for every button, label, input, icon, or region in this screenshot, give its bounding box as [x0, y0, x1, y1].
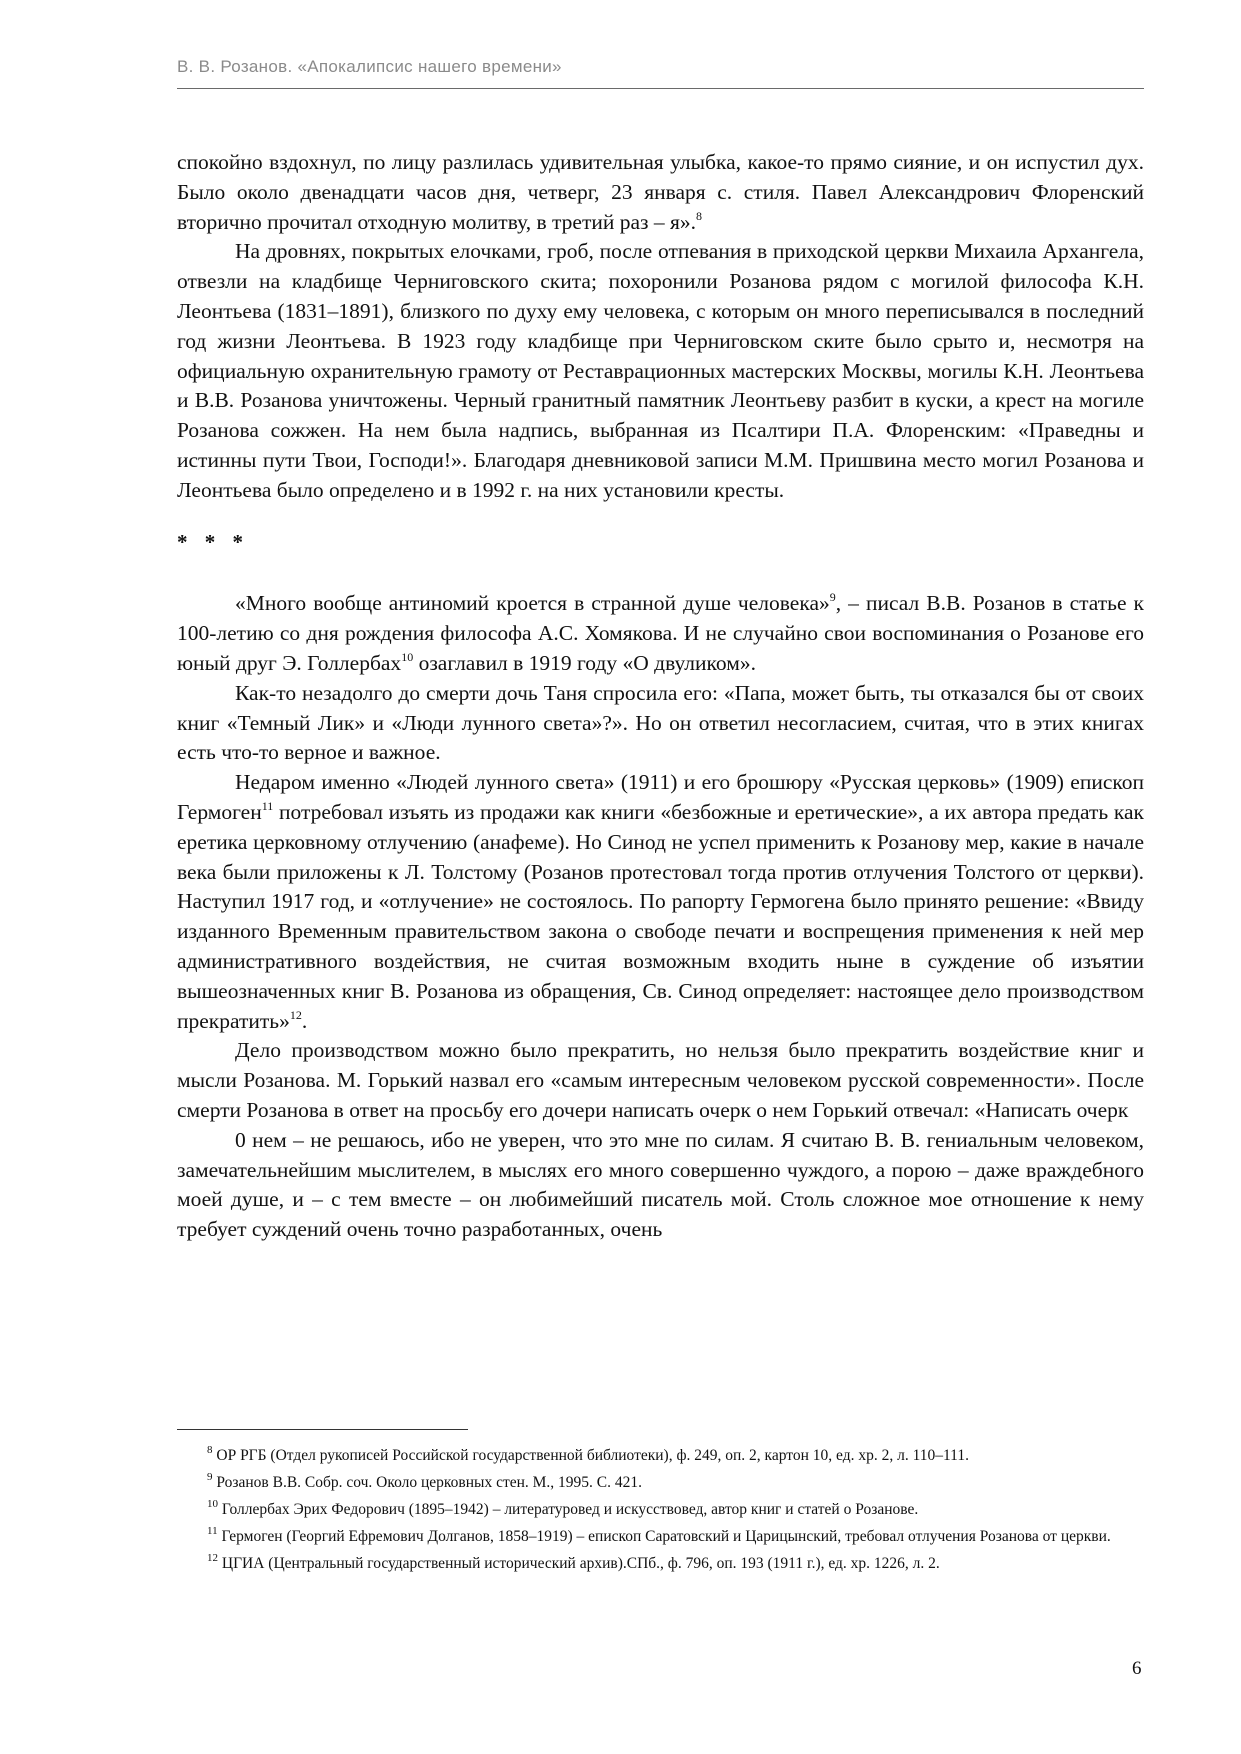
- footnote-12: [177, 1553, 1144, 1574]
- paragraph-3-text-a: «Много вообще антиномий кроется в странной душе человека»: [235, 591, 830, 616]
- paragraph-5-text-b: потребовал изъять из продажи как книги «безбожные и еретические», а их автора предать как еретика церковному отлучению (анафеме). Но Синод не успел применить к Розанову мер, какие в начале века были приложены к Л. Толстому (Розанов протестовал тогда против отлучения Толстого от церкви). Наступил 1917 год, и «отлучение» не состоялось. По рапорту Гермогена было принято решение: «Ввиду изданного Временным правительством закона о свободе печати и воспрещения применения к ней мер административного воздействия, не считая возможным входить ныне в суждение об изъятии вышеозначенных книг В. Розанова из обращения, Св. Синод определяет: настоящее дело производством прекратить»: [177, 799, 1144, 1033]
- footnote-8: [177, 1445, 1144, 1466]
- section-separator: * * *: [177, 529, 249, 554]
- footnote-text: Розанов В.В. Собр. соч. Около церковных стен. М., 1995. С. 421.: [212, 1474, 643, 1491]
- footnote-ref-12[interactable]: 12: [289, 1007, 302, 1022]
- paragraph-3-text-c: озаглавил в 1919 году «О двуликом».: [413, 650, 756, 675]
- footnote-9: [177, 1472, 1144, 1493]
- running-header: В. В. Розанов. «Апокалипсис нашего времени»: [177, 57, 562, 76]
- footnote-ref-11[interactable]: 11: [261, 798, 274, 813]
- footnote-number: 8: [207, 1444, 213, 1456]
- paragraph-3: [177, 589, 1144, 678]
- page-number: 6: [1132, 1658, 1142, 1679]
- footnote-divider: [177, 1429, 468, 1430]
- paragraph-2: На дровнях, покрытых елочками, гроб, после отпевания в приходской церкви Михаила Архангела, отвезли на кладбище Черниговского скита; похоронили Розанова рядом с могилой философа К.Н. Леонтьева (1831–1891), близкого по духу ему человека, с которым он много переписывался в последний год жизни Леонтьева. В 1923 году кладбище при Черниговском ските было срыто и, несмотря на официальную охранительную грамоту от Реставрационных мастерских Москвы, могилы К.Н. Леонтьева и В.В. Розанова уничтожены. Черный гранитный памятник Леонтьеву разбит в куски, а крест на могиле Розанова сожжен. На нем была надпись, выбранная из Псалтири П.А. Флоренским: «Праведны и истинны пути Твои, Господи!». Благодаря дневниковой записи М.М. Пришвина место могил Розанова и Леонтьева было определено и в 1992 г. на них установили кресты.: [177, 239, 1144, 502]
- footnote-text: ЦГИА (Центральный государственный исторический архив).СПб., ф. 796, оп. 193 (1911 г.), ед. хр. 1226, л. 2.: [218, 1555, 940, 1572]
- header-divider: [177, 88, 1144, 89]
- main-text: [177, 148, 1144, 1245]
- footnote-number: 9: [207, 1471, 213, 1483]
- footnote-ref-8[interactable]: 8: [696, 208, 703, 223]
- footnote-ref-9[interactable]: 9: [829, 590, 836, 605]
- footnote-number: 12: [207, 1552, 218, 1564]
- paragraph-1: [177, 148, 1144, 237]
- paragraph-5: [177, 768, 1144, 1036]
- footnote-text: Голлербах Эрих Федорович (1895–1942) – литературовед и искусствовед, автор книг и статей о Розанове.: [218, 1501, 919, 1518]
- footnote-text: Гермоген (Георгий Ефремович Долганов, 1858–1919) – епископ Саратовский и Царицынский, требовал отлучения Розанова от церкви.: [217, 1528, 1111, 1545]
- paragraph-6: Дело производством можно было прекратить, но нельзя было прекратить воздействие книг и мысли Розанова. М. Горький назвал его «самым интересным человеком русской современности». После смерти Розанова в ответ на просьбу его дочери написать очерк о нем Горький отвечал: «Написать очерк: [177, 1038, 1144, 1122]
- footnote-number: 11: [207, 1525, 218, 1537]
- footnotes: [177, 1445, 1144, 1580]
- paragraph-1-text: спокойно вздохнул, по лицу разлилась удивительная улыбка, какое-то прямо сияние, и он испустил дух. Было около двенадцати часов дня, четверг, 23 января с. стиля. Павел Александрович Флоренский вторично прочитал отходную молитву, в третий раз – я».: [177, 150, 1144, 234]
- footnote-text: ОР РГБ (Отдел рукописей Российской государственной библиотеки), ф. 249, оп. 2, картон 10, ед. хр. 2, л. 110–111.: [212, 1447, 969, 1464]
- paragraph-7: 0 нем – не решаюсь, ибо не уверен, что это мне по силам. Я считаю В. В. гениальным человеком, замечательнейшим мыслителем, в мыслях его много совершенно чуждого, а порою – даже враждебного моей душе, и – с тем вместе – он любимейший писатель мой. Столь сложное мое отношение к нему требует суждений очень точно разработанных, очень: [177, 1127, 1144, 1242]
- paragraph-4: Как-то незадолго до смерти дочь Таня спросила его: «Папа, может быть, ты отказался бы от своих книг «Темный Лик» и «Люди лунного света»?». Но он ответил несогласием, считая, что в этих книгах есть что-то верное и важное.: [177, 680, 1144, 765]
- footnote-ref-10[interactable]: 10: [401, 649, 414, 664]
- footnote-10: [177, 1499, 1144, 1520]
- paragraph-3-text-b: , – писал В.В. Розанов в статье к 100-летию со дня рождения философа А.С. Хомякова. И не случайно свои воспоминания о Розанове его юный друг Э. Голлербах: [177, 591, 1144, 675]
- footnote-number: 10: [207, 1498, 218, 1510]
- footnote-11: [177, 1526, 1144, 1547]
- paragraph-5-text-a: Недаром именно «Людей лунного света» (1911) и его брошюру «Русская церковь» (1909) епископ Гермоген: [177, 770, 1144, 824]
- paragraph-5-text-c: .: [301, 1008, 308, 1033]
